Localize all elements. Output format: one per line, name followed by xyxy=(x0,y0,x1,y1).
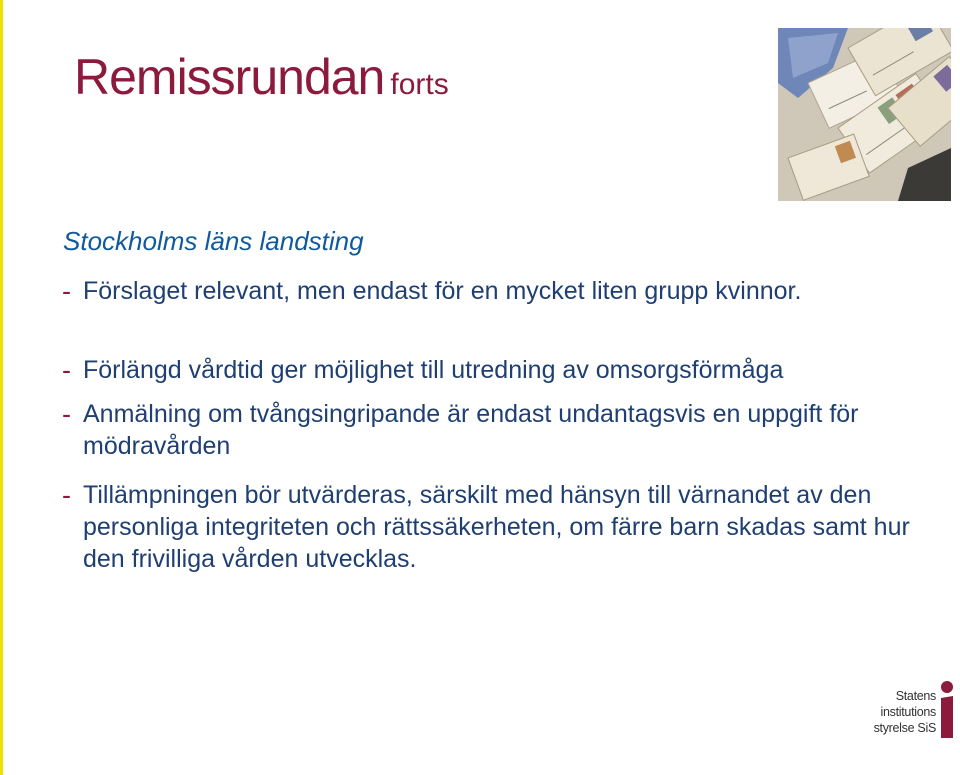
left-accent-rule xyxy=(0,0,3,775)
subheading: Stockholms läns landsting xyxy=(63,226,364,256)
sis-logo-line: styrelse SiS xyxy=(873,721,936,735)
bullet-dash: - xyxy=(62,480,71,510)
bullet-item xyxy=(62,479,912,575)
sis-logo xyxy=(862,678,956,742)
bullet-dash: - xyxy=(62,355,71,385)
bullet-item xyxy=(62,275,912,307)
sis-logo-line: institutions xyxy=(880,705,936,719)
photo-envelopes-image xyxy=(778,28,951,201)
sis-logo-line: Statens xyxy=(895,689,936,703)
slide-title xyxy=(74,50,449,105)
slide-title-main: Remissrundan xyxy=(74,49,385,105)
bullet-text: Förlängd vårdtid ger möjlighet till utredning av omsorgsförmåga xyxy=(83,356,784,384)
bullet-item xyxy=(62,398,912,462)
bullet-text: Tillämpningen bör utvärderas, särskilt med hänsyn till värnandet av den personliga integriteten och rättssäkerheten, om färre barn skadas samt hur den frivilliga vården utvecklas. xyxy=(83,481,910,573)
sis-logo-text xyxy=(862,688,936,736)
bullet-dash: - xyxy=(62,399,71,429)
bullet-text: Förslaget relevant, men endast för en mycket liten grupp kvinnor. xyxy=(83,277,802,305)
bullet-item xyxy=(62,354,912,386)
bullet-text: Anmälning om tvångsingripande är endast undantagsvis en uppgift för mödravården xyxy=(83,400,859,460)
sis-logo-icon xyxy=(938,680,956,742)
slide-title-suffix: forts xyxy=(390,68,449,101)
bullet-dash: - xyxy=(62,276,71,306)
